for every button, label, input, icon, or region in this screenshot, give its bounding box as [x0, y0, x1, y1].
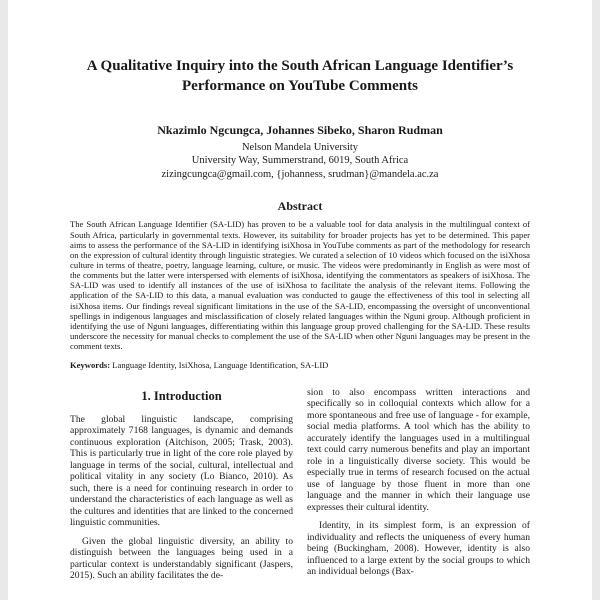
keywords-label: Keywords:: [70, 360, 111, 371]
paper-title: A Qualitative Inquiry into the South African Language Identifier’s Performance on YouTube Comments: [86, 58, 514, 95]
email-line: zizingcungca@gmail.com, {johanness, srudman}@mandela.ac.za: [161, 168, 439, 180]
intro-left-paragraph-1: The global linguistic landscape, comprising approximately 7168 languages, is dynamic and demands continuous exploration (Aitchison, 2005; Trask, 2003). This is particularly true in light of the core role played by language in terms of the social, cultural, intellectual and political vitality in any society (Lo Bianco, 2010). As such, there is a need for continuing research in order to understand the characteristics of each language as well as the cultures and identities that are linked to the concerned linguistic communities.: [70, 413, 293, 529]
right-column: [307, 387, 530, 589]
abstract-heading: Abstract: [277, 199, 323, 214]
authors-line: Nkazimlo Ngcungca, Johannes Sibeko, Sharon Rudman: [157, 122, 443, 137]
two-column-body: [70, 387, 530, 589]
intro-section-heading: 1. Introduction: [141, 388, 222, 403]
left-column: [70, 387, 293, 589]
keywords-line: [70, 360, 530, 370]
affiliation-line: Nelson Mandela University: [241, 141, 359, 153]
address-line: University Way, Summerstrand, 6019, South Africa: [191, 155, 409, 167]
intro-right-paragraph-1: sion to also encompass written interactions and specifically so in colloquial contexts which allow for a more spontaneous and free use of language - for example, social media platforms. A tool which has the ability to accurately identify the languages used in a multilingual text could carry numerous benefits and play an important role in a linguistically diverse society. This would be especially true in terms of research focused on the actual use of language by those fluent in more than one language and the manner in which their language use expresses their cultural identity.: [307, 386, 530, 513]
abstract-text: The South African Language Identifier (SA-LID) has proven to be a valuable tool for data analysis in the multilingual context of South Africa, particularly in governmental texts. However, its suitability for broader projects has yet to be determined. This paper aims to assess the performance of the SA-LID in identifying isiXhosa in YouTube comments as part of the methodology for research on the expression of cultural identity through linguistic strategies. We curated a selection of 10 videos which focused on the isiXhosa culture in terms of theatre, poetry, language learning, culture, or music. The videos were predominantly in English as were most of the comments but the latter were interspersed with elements of isiXhosa, identifying the commentators as speakers of isiXhosa. The SA-LID was used to identify all instances of the use of isiXhosa to facilitate the analysis of the relevant items. Following the application of the SA-LID to this data, a manual evaluation was conducted to gauge the effectiveness of this tool in selecting all isiXhosa items. Our findings reveal significant limitations in the use of the SA-LID, encompassing the oversight of unconventional spellings in indigenous languages and misclassification of closely related languages within the Nguni group. Although proficient in identifying the use of Nguni languages, differentiating within this language group proved challenging for the SA-LID. These results underscore the necessity for manual checks to complement the use of the SA-LID when other Nguni languages may be present in the comment texts.: [70, 219, 530, 352]
intro-left-paragraph-2: Given the global linguistic diversity, an ability to distinguish between the languages being used in a particular context is understandably significant (Jaspers, 2015). Such an ability facilitates the de-: [70, 535, 293, 582]
paper-page: [8, 0, 592, 600]
keywords-value: Language Identity, IsiXhosa, Language Identification, SA-LID: [110, 360, 329, 371]
intro-right-paragraph-2: Identity, in its simplest form, is an expression of individuality and reflects the uniqueness of every human being (Buckingham, 2008). However, identity is also influenced to a large extent by the social groups to which an individual belongs (Bax-: [307, 520, 530, 578]
